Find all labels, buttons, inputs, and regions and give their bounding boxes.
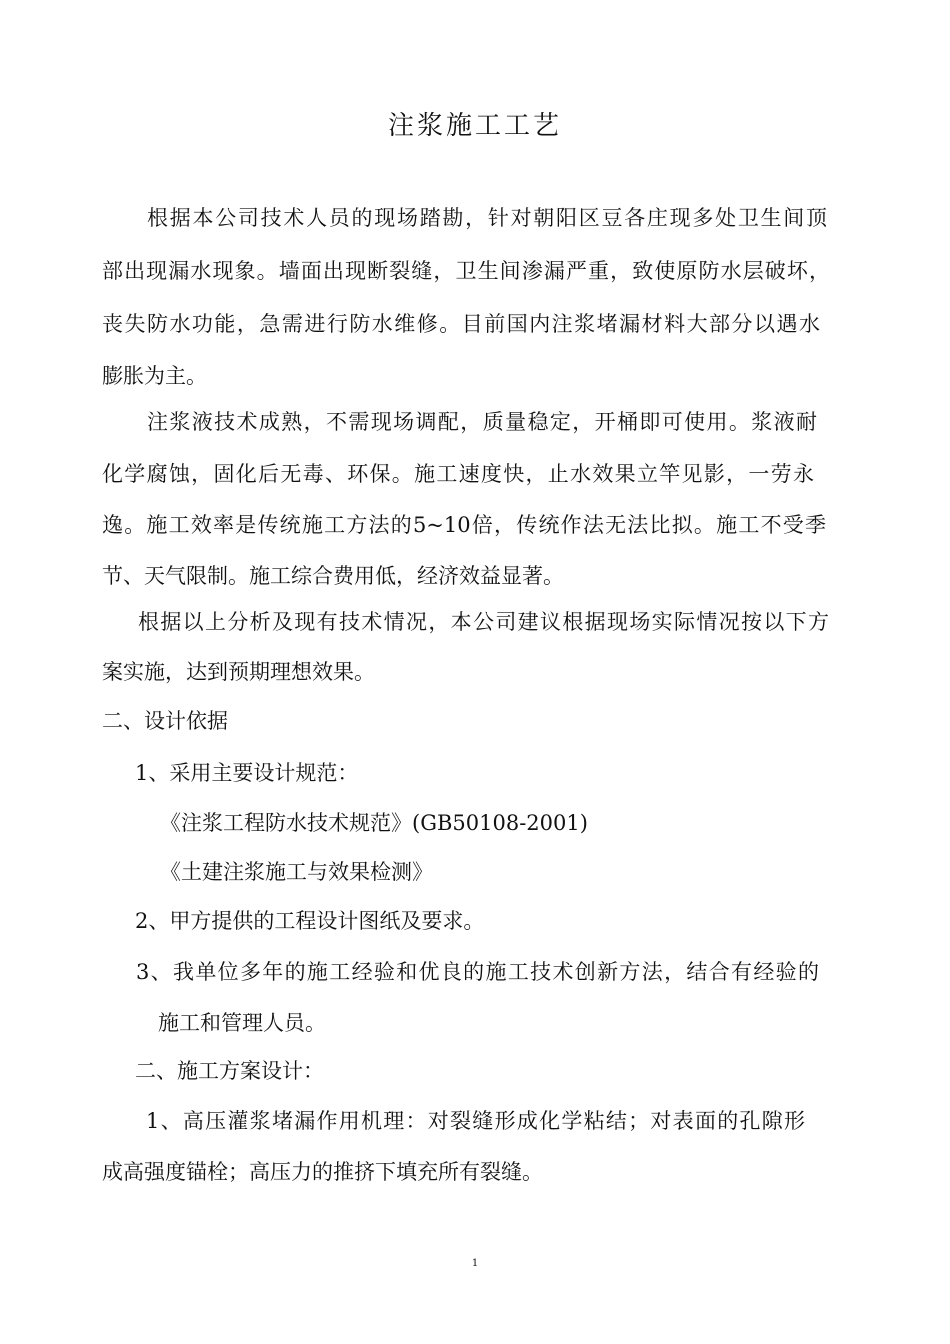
list-item: 1、采用主要设计规范： [135, 761, 359, 785]
section-heading: 二、施工方案设计： [135, 1059, 324, 1083]
list-item: 成高强度锚栓；高压力的推挤下填充所有裂缝。 [102, 1160, 543, 1184]
paragraph-line: 逸。施工效率是传统施工方法的5~10倍，传统作法无法比拟。施工不受季 [102, 513, 826, 537]
reference-item: 《注浆工程防水技术规范》(GB50108-2001) [160, 811, 588, 835]
paragraph-line: 注浆液技术成熟，不需现场调配，质量稳定，开桶即可使用。浆液耐 [147, 410, 817, 434]
paragraph-line: 根据以上分析及现有技术情况，本公司建议根据现场实际情况按以下方 [138, 610, 829, 634]
paragraph-line: 化学腐蚀，固化后无毒、环保。施工速度快，止水效果立竿见影，一劳永 [102, 462, 814, 486]
section-heading: 二、设计依据 [102, 709, 228, 733]
paragraph-line: 案实施，达到预期理想效果。 [102, 660, 375, 684]
page-number: 1 [471, 1258, 479, 1269]
paragraph-line: 丧失防水功能，急需进行防水维修。目前国内注浆堵漏材料大部分以遇水 [102, 312, 820, 336]
paragraph-line: 根据本公司技术人员的现场踏勘，针对朝阳区豆各庄现多处卫生间顶 [147, 206, 827, 230]
document-title: 注浆施工工艺 [387, 111, 562, 141]
list-item: 施工和管理人员。 [158, 1011, 326, 1035]
paragraph-line: 节、天气限制。施工综合费用低，经济效益显著。 [102, 564, 564, 588]
list-item: 3、我单位多年的施工经验和优良的施工技术创新方法，结合有经验的 [136, 960, 819, 984]
reference-item: 《土建注浆施工与效果检测》 [160, 860, 433, 884]
paragraph-line: 膨胀为主。 [102, 364, 207, 388]
list-item: 1、高压灌浆堵漏作用机理：对裂缝形成化学粘结；对表面的孔隙形 [146, 1109, 805, 1133]
paragraph-line: 部出现漏水现象。墙面出现断裂缝，卫生间渗漏严重，致使原防水层破坏， [102, 259, 830, 283]
list-item: 2、甲方提供的工程设计图纸及要求。 [135, 909, 485, 933]
